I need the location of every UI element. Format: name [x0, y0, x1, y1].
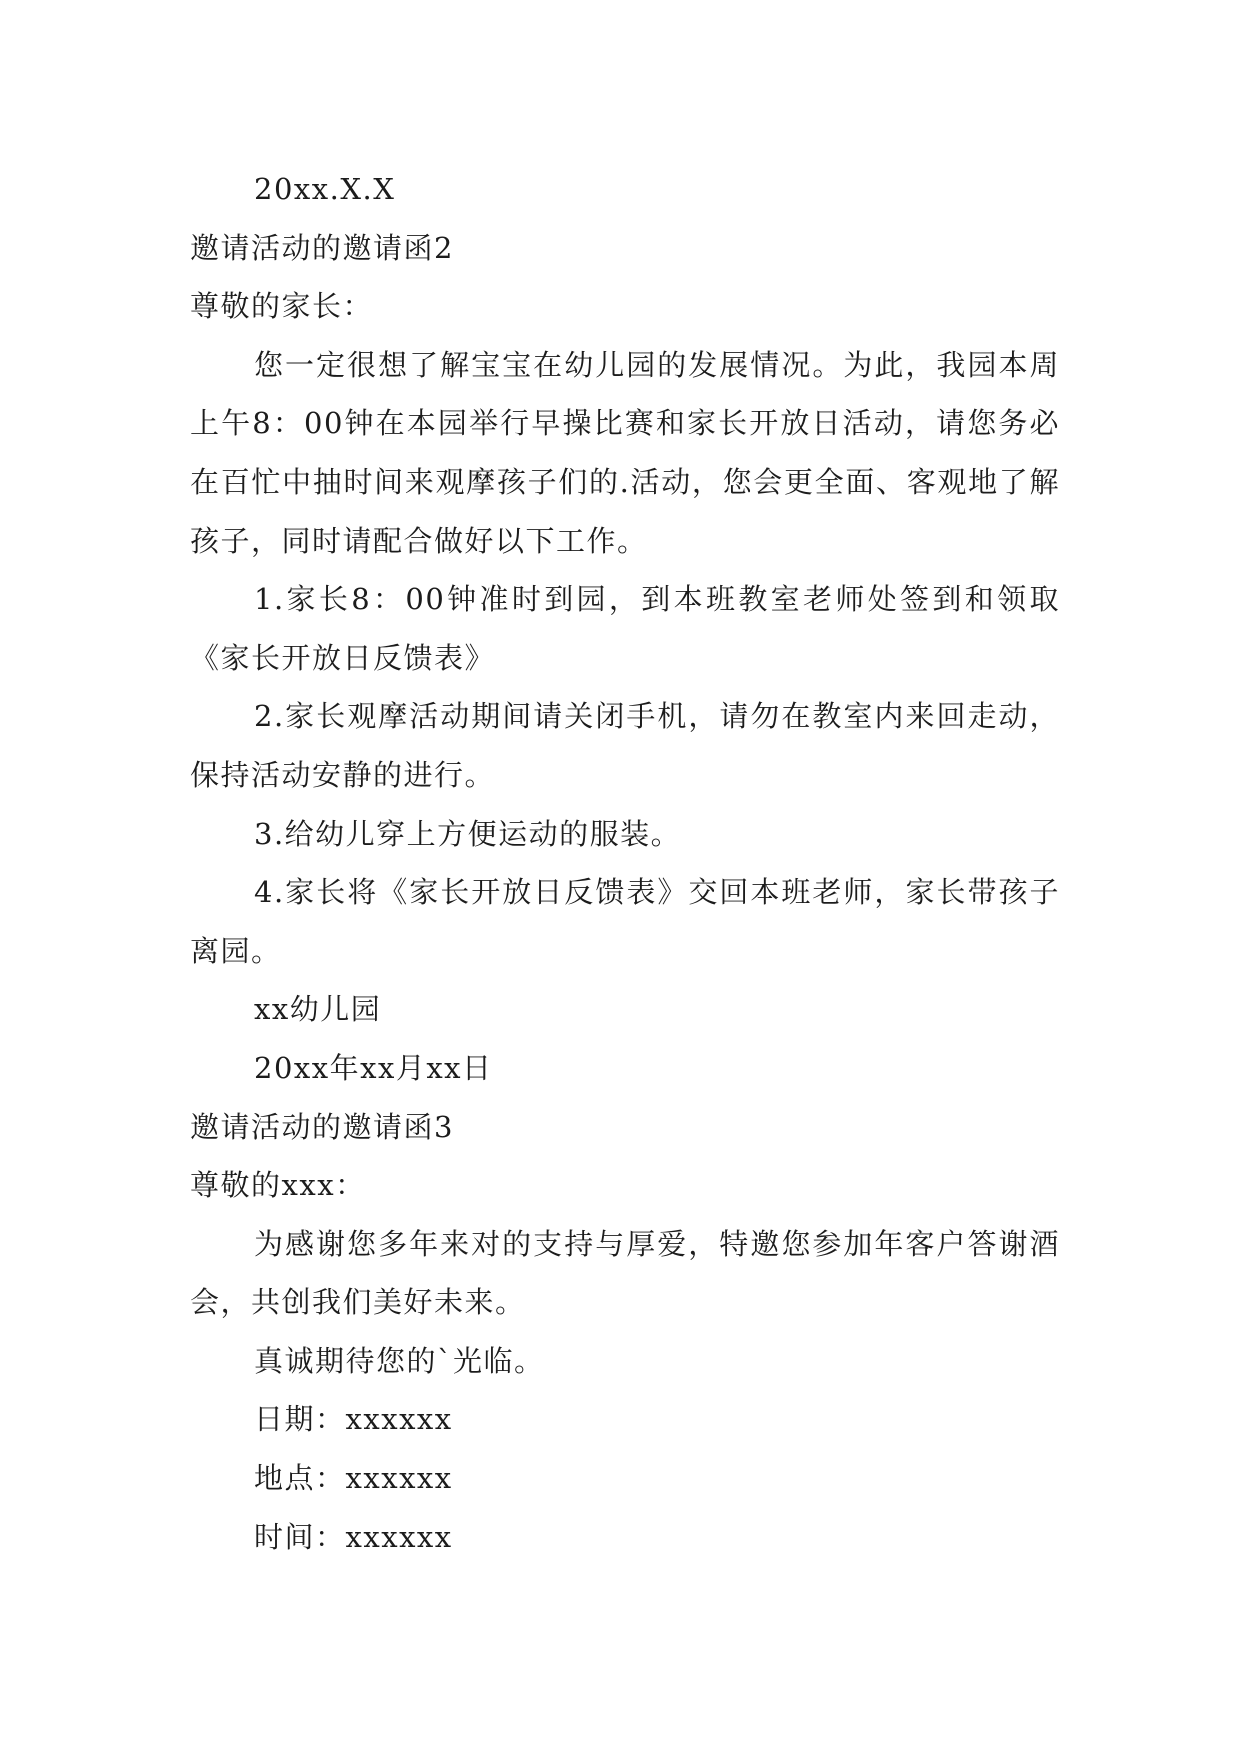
document-body	[190, 160, 1060, 1566]
letter-title-2: 邀请活动的邀请函2	[190, 230, 454, 265]
salutation-3: 尊敬的xxx：	[190, 1168, 366, 1203]
paragraph-2-intro: 您一定很想了解宝宝在幼儿园的发展情况。为此，我园本周上午8：00钟在本园举行早操比赛和家长开放日活动，请您务必在百忙中抽时间来观摩孩子们的.活动，您会更全面、客观地了解孩子，同时请配合做好以下工作。	[190, 347, 1060, 558]
date-2: 20xx年xx月xx日	[254, 1050, 493, 1085]
detail-location: 地点：xxxxxx	[254, 1461, 453, 1496]
paragraph-3-closing: 真诚期待您的`光临。	[254, 1343, 545, 1378]
paragraph-3-intro: 为感谢您多年来对的支持与厚爱，特邀您参加年客户答谢酒会，共创我们美好未来。	[190, 1226, 1060, 1320]
list-item-4: 4.家长将《家长开放日反馈表》交回本班老师，家长带孩子离园。	[190, 875, 1060, 968]
signature-2: xx幼儿园	[254, 992, 382, 1027]
list-item-2: 2.家长观摩活动期间请关闭手机，请勿在教室内来回走动，保持活动安静的进行。	[190, 699, 1060, 792]
detail-date: 日期：xxxxxx	[254, 1402, 453, 1437]
list-item-1: 1.家长8：00钟准时到园，到本班教室老师处签到和领取《家长开放日反馈表》	[190, 582, 1060, 675]
list-item-3: 3.给幼儿穿上方便运动的服装。	[254, 816, 682, 851]
detail-time: 时间：xxxxxx	[254, 1519, 453, 1554]
letter-title-3: 邀请活动的邀请函3	[190, 1109, 454, 1144]
salutation-2: 尊敬的家长：	[190, 289, 374, 324]
top-date: 20xx.X.X	[254, 172, 396, 206]
